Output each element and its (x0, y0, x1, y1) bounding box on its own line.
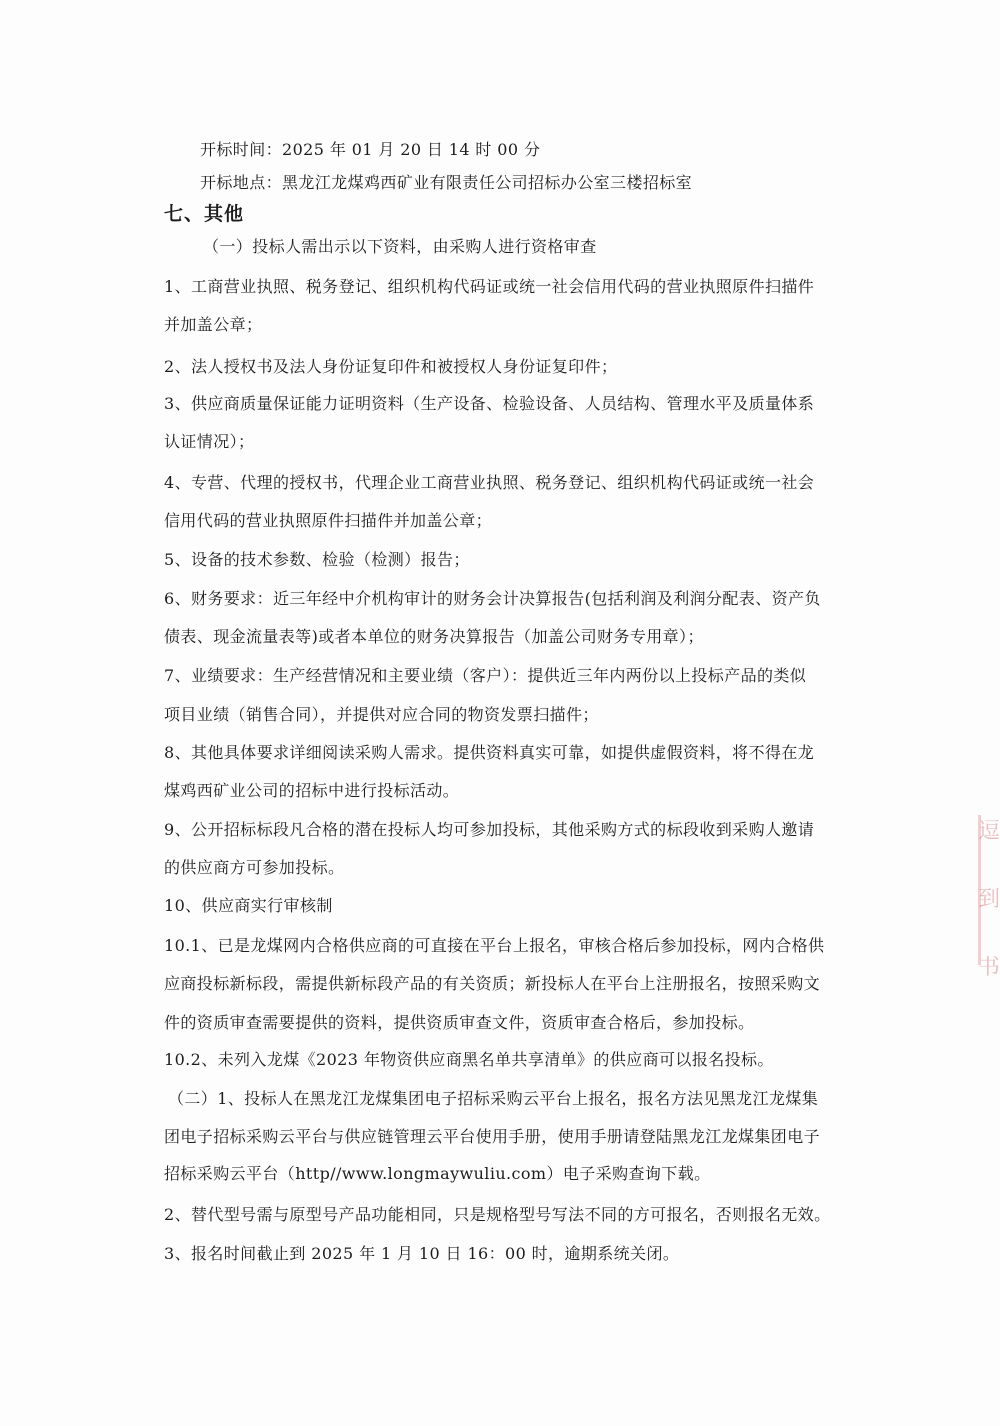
paragraph-line: 信用代码的营业执照原件扫描件并加盖公章； (164, 511, 493, 530)
seal-fragment: 书 (978, 956, 1000, 980)
paragraph-line: （二）1、投标人在黑龙江龙煤集团电子招标采购云平台上报名，报名方法见黑龙江龙煤集 (168, 1089, 819, 1108)
paragraph-line: 10、供应商实行审核制 (164, 896, 333, 915)
paragraph-line: 7、业绩要求：生产经营情况和主要业绩（客户）：提供近三年内两份以上投标产品的类似 (164, 666, 807, 685)
paragraph-line: 团电子招标采购云平台与供应链管理云平台使用手册，使用手册请登陆黑龙江龙煤集团电子 (164, 1127, 821, 1146)
paragraph-line: 1、工商营业执照、税务登记、组织机构代码证或统一社会信用代码的营业执照原件扫描件 (164, 277, 815, 296)
paragraph-line: 10.2、未列入龙煤《2023 年物资供应商黑名单共享清单》的供应商可以报名投标。 (164, 1050, 774, 1069)
paragraph-line: 2、替代型号需与原型号产品功能相同，只是规格型号写法不同的方可报名，否则报名无效。 (164, 1205, 831, 1224)
paragraph-line: 并加盖公章； (164, 315, 263, 334)
opening-time-line (200, 139, 540, 161)
paragraph-line: 3、供应商质量保证能力证明资料（生产设备、检验设备、人员结构、管理水平及质量体系 (164, 394, 815, 413)
paragraph-line: 债表、现金流量表等)或者本单位的财务决算报告（加盖公司财务专用章）； (164, 627, 704, 646)
seal-fragment: 逗 (978, 820, 1000, 844)
paragraph-line: 6、财务要求：近三年经中介机构审计的财务会计决算报告(包括利润及利润分配表、资产负 (164, 589, 821, 608)
paragraph-line: 项目业绩（销售合同），并提供对应合同的物资发票扫描件； (164, 705, 599, 724)
paragraph-line: 2、法人授权书及法人身份证复印件和被授权人身份证复印件； (164, 357, 618, 376)
opening-place-line (200, 172, 692, 194)
paragraph-line: 10.1、已是龙煤网内合格供应商的可直接在平台上报名，审核合格后参加投标，网内合格供 (164, 936, 825, 955)
opening-time-value: 2025 年 01 月 20 日 14 时 00 分 (282, 140, 541, 159)
paragraph-line: 的供应商方可参加投标。 (164, 858, 345, 877)
seal-fragment: 到 (978, 888, 1000, 912)
paragraph-line: 3、报名时间截止到 2025 年 1 月 10 日 16：00 时，逾期系统关闭。 (164, 1244, 680, 1263)
paragraph-line: 件的资质审查需要提供的资料，提供资质审查文件，资质审查合格后，参加投标。 (164, 1013, 755, 1032)
paragraph-line: 招标采购云平台（http//www.longmaywuliu.com）电子采购查询下载。 (164, 1164, 711, 1183)
paragraph-line: 应商投标新标段，需提供新标段产品的有关资质；新投标人在平台上注册报名，按照采购文 (164, 974, 821, 993)
opening-time-label: 开标时间： (200, 140, 283, 159)
opening-place-value: 黑龙江龙煤鸡西矿业有限责任公司招标办公室三楼招标室 (282, 173, 693, 192)
paragraph-line: 认证情况）； (164, 432, 255, 451)
section-heading: 七、其他 (164, 203, 245, 225)
paragraph-line: 5、设备的技术参数、检验（检测）报告； (164, 550, 470, 569)
paragraph-line: 8、其他具体要求详细阅读采购人需求。提供资料真实可靠，如提供虚假资料，将不得在龙 (164, 743, 815, 762)
paragraph-line: （一）投标人需出示以下资料，由采购人进行资格审查 (203, 237, 597, 256)
opening-place-label: 开标地点： (200, 173, 283, 192)
paragraph-line: 4、专营、代理的授权书，代理企业工商营业执照、税务登记、组织机构代码证或统一社会 (164, 473, 815, 492)
paragraph-line: 煤鸡西矿业公司的招标中进行投标活动。 (164, 781, 460, 800)
paragraph-line: 9、公开招标标段凡合格的潜在投标人均可参加投标，其他采购方式的标段收到采购人邀请 (164, 820, 815, 839)
